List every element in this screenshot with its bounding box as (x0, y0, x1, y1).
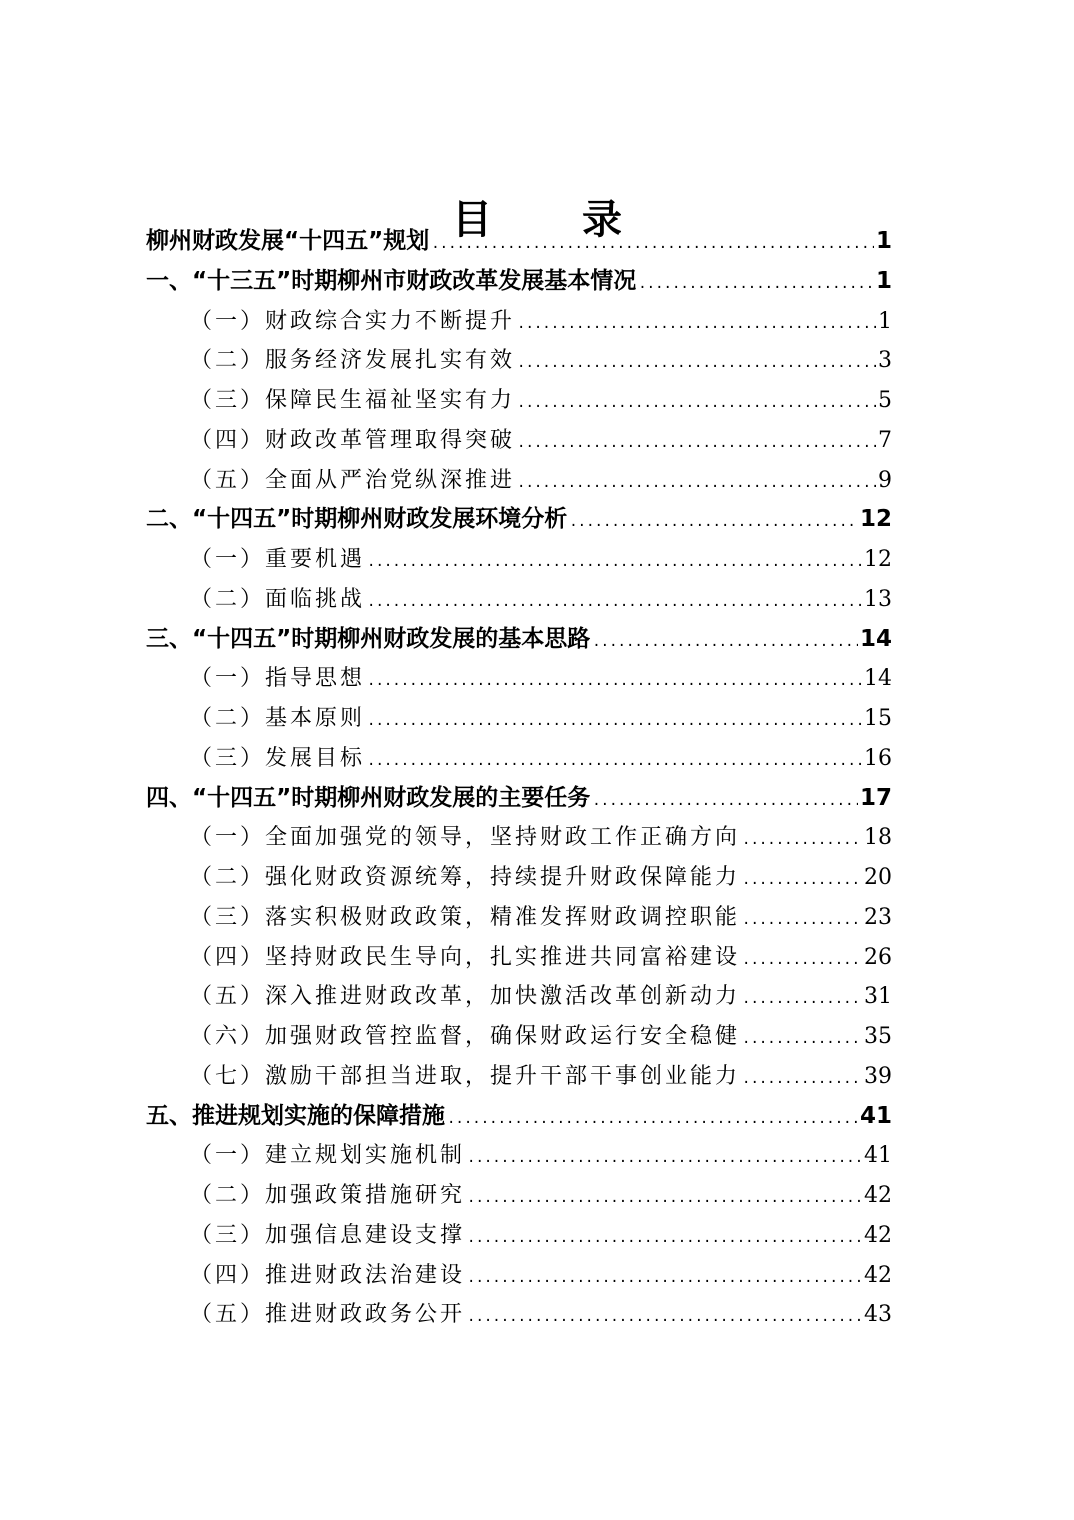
toc-entry-label: （五）深入推进财政改革，加快激活改革创新动力 (190, 984, 741, 1010)
toc-page-number: 17 (859, 784, 892, 811)
page-title: 目 录 (452, 196, 660, 243)
toc-entry-label: 二、“十四五”时期柳州财政发展环境分析 (146, 506, 568, 533)
toc-dot-leader (742, 1020, 862, 1060)
toc-section-entry[interactable] (146, 1256, 892, 1296)
toc-dot-leader (517, 464, 876, 504)
toc-page-number: 16 (864, 745, 892, 771)
toc-dot-leader (367, 543, 862, 583)
toc-entry-label: （二）面临挑战 (190, 586, 366, 612)
toc-entry-label: （四）推进财政法治建设 (190, 1262, 466, 1288)
toc-entry-label: （六）加强财政管控监督，确保财政运行安全稳健 (190, 1024, 741, 1049)
toc-dot-leader (367, 702, 862, 742)
toc-page-number: 14 (859, 625, 892, 652)
toc-page-number: 7 (878, 427, 892, 453)
toc-dot-leader (517, 305, 876, 345)
toc-section-entry[interactable] (146, 699, 892, 739)
toc-dot-leader (467, 1259, 862, 1299)
toc-section-entry[interactable] (146, 381, 892, 421)
toc-dot-leader (467, 1219, 862, 1259)
toc-page-number: 31 (864, 984, 892, 1010)
toc-entry-label: （三）保障民生福祉坚实有力 (190, 388, 516, 413)
toc-page-number: 23 (864, 904, 892, 930)
toc-section-entry[interactable] (146, 540, 892, 580)
toc-dot-leader (517, 384, 876, 424)
toc-chapter-entry[interactable] (146, 262, 892, 302)
toc-chapter-entry[interactable] (146, 620, 892, 660)
toc-entry-label: （二）服务经济发展扎实有效 (190, 348, 516, 374)
toc-page-number: 42 (864, 1222, 892, 1248)
toc-page-number: 9 (878, 467, 892, 493)
toc-dot-leader (467, 1298, 862, 1338)
toc-section-entry[interactable] (146, 938, 892, 978)
toc-entry-label: （三）落实积极财政政策，精准发挥财政调控职能 (190, 904, 741, 930)
toc-page-number: 41 (864, 1143, 892, 1169)
toc-section-entry[interactable] (146, 1017, 892, 1057)
toc-page-number: 13 (864, 586, 892, 612)
toc-entry-label: （四）坚持财政民生导向，扎实推进共同富裕建设 (190, 944, 741, 970)
toc-entry-label: 一、“十三五”时期柳州市财政改革发展基本情况 (146, 267, 637, 294)
toc-page-number: 15 (864, 706, 892, 731)
toc-entry-label: 三、“十四五”时期柳州财政发展的基本思路 (146, 625, 591, 652)
toc-section-entry[interactable] (146, 421, 892, 461)
toc-dot-leader (638, 265, 874, 305)
toc-dot-leader (742, 821, 862, 861)
toc-dot-leader (431, 225, 874, 265)
toc-entry-label: （三）加强信息建设支撑 (190, 1222, 466, 1248)
toc-section-entry[interactable] (146, 1295, 892, 1335)
toc-page-number: 20 (864, 865, 892, 890)
toc-entry-label: 柳州财政发展“十四五”规划 (146, 228, 430, 254)
toc-dot-leader (517, 424, 876, 464)
toc-page-number: 1 (875, 228, 892, 254)
toc-entry-label: （四）财政改革管理取得突破 (190, 427, 516, 453)
toc-dot-leader (447, 1100, 858, 1140)
toc-section-entry[interactable] (146, 1057, 892, 1097)
toc-section-entry[interactable] (146, 1216, 892, 1256)
toc-entry-label: （三）发展目标 (190, 745, 366, 771)
toc-page-number: 3 (878, 348, 892, 374)
toc-section-entry[interactable] (146, 580, 892, 620)
toc-entry-label: （五）推进财政政务公开 (190, 1302, 466, 1328)
toc-dot-leader (742, 941, 862, 981)
toc-section-entry[interactable] (146, 1176, 892, 1216)
toc-dot-leader (367, 662, 862, 702)
toc-section-entry[interactable] (146, 977, 892, 1017)
toc-page-number: 26 (864, 944, 892, 970)
toc-dot-leader (467, 1179, 862, 1219)
toc-dot-leader (569, 503, 858, 543)
toc-section-entry[interactable] (146, 858, 892, 898)
toc-section-entry[interactable] (146, 739, 892, 779)
toc-chapter-entry[interactable] (146, 222, 892, 262)
toc-page-number: 5 (878, 388, 892, 413)
toc-dot-leader (742, 901, 862, 941)
toc-section-entry[interactable] (146, 341, 892, 381)
toc-entry-label: （一）建立规划实施机制 (190, 1143, 466, 1169)
toc-entry-label: （二）强化财政资源统筹，持续提升财政保障能力 (190, 865, 741, 890)
toc-section-entry[interactable] (146, 898, 892, 938)
toc-dot-leader (367, 583, 862, 623)
toc-page-number: 41 (859, 1102, 892, 1129)
toc-page-number: 42 (864, 1183, 892, 1208)
toc-dot-leader (742, 1060, 862, 1100)
toc-entry-label: （一）全面加强党的领导，坚持财政工作正确方向 (190, 825, 741, 851)
toc-section-entry[interactable] (146, 1136, 892, 1176)
toc-page-number: 42 (864, 1262, 892, 1288)
toc-entry-label: （二）加强政策措施研究 (190, 1183, 466, 1208)
toc-entry-label: （七）激励干部担当进取，提升干部干事创业能力 (190, 1063, 741, 1089)
toc-entry-label: （一）重要机遇 (190, 547, 366, 572)
toc-dot-leader (367, 742, 862, 782)
toc-page-number: 39 (864, 1063, 892, 1089)
toc-chapter-entry[interactable] (146, 1097, 892, 1137)
toc-entry-label: （五）全面从严治党纵深推进 (190, 467, 516, 493)
toc-entry-label: 五、推进规划实施的保障措施 (146, 1102, 445, 1129)
toc-page-number: 35 (864, 1024, 892, 1049)
toc-dot-leader (592, 782, 858, 822)
toc-page-number: 14 (864, 666, 892, 692)
toc-page-number: 1 (875, 267, 892, 294)
toc-section-entry[interactable] (146, 461, 892, 501)
toc-dot-leader (592, 623, 858, 663)
toc-page-number: 12 (859, 506, 892, 533)
toc-dot-leader (742, 980, 862, 1020)
toc-entry-label: （一）指导思想 (190, 666, 366, 692)
toc-chapter-entry[interactable] (146, 779, 892, 819)
toc-page-number: 1 (878, 308, 892, 334)
toc-entry-label: （二）基本原则 (190, 706, 366, 731)
toc-section-entry[interactable] (146, 302, 892, 342)
toc-dot-leader (742, 861, 862, 901)
toc-page-number: 12 (864, 547, 892, 572)
toc-entry-label: （一）财政综合实力不断提升 (190, 308, 516, 334)
table-of-contents (146, 222, 892, 1335)
toc-page-number: 18 (864, 825, 892, 851)
toc-section-entry[interactable] (146, 659, 892, 699)
toc-section-entry[interactable] (146, 818, 892, 858)
toc-dot-leader (467, 1139, 862, 1179)
toc-entry-label: 四、“十四五”时期柳州财政发展的主要任务 (146, 784, 591, 811)
toc-page-number: 43 (864, 1302, 892, 1328)
toc-chapter-entry[interactable] (146, 500, 892, 540)
toc-dot-leader (517, 344, 876, 384)
